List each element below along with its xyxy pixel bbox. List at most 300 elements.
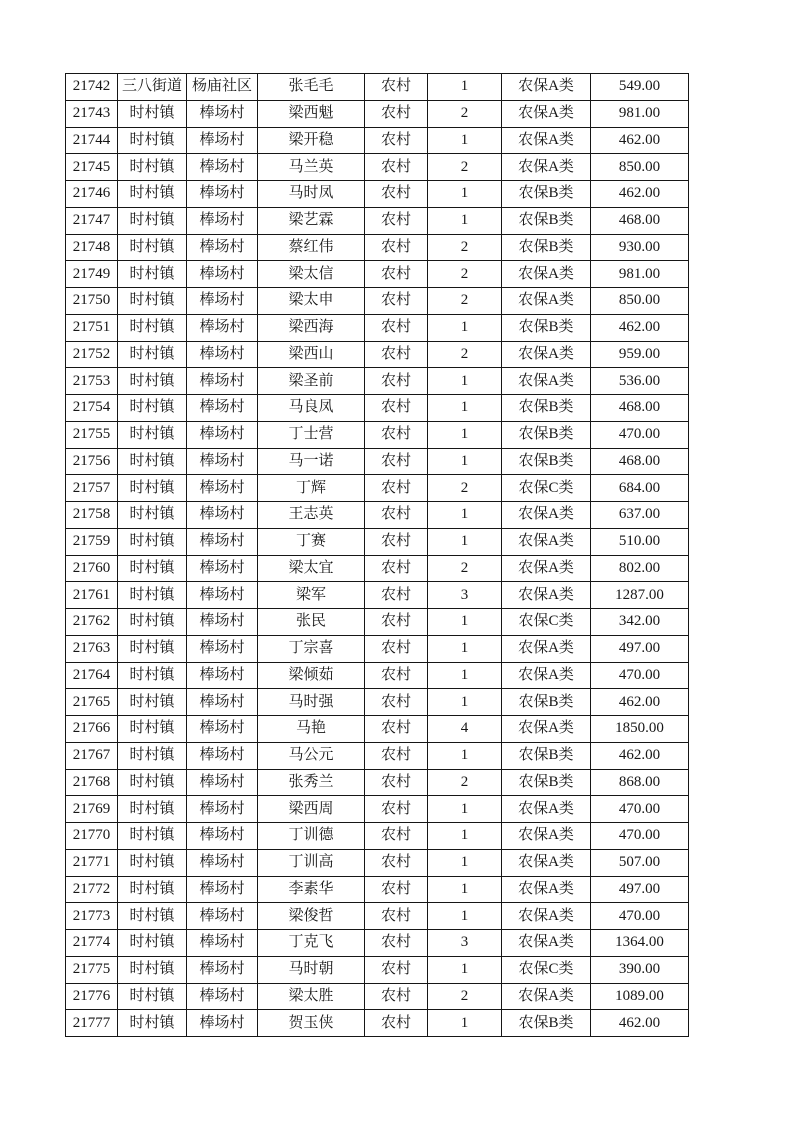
cell-person-name: 马公元 (258, 742, 365, 769)
cell-person-name: 丁辉 (258, 475, 365, 502)
cell-insurance-category: 农保B类 (502, 689, 591, 716)
cell-person-name: 梁太申 (258, 288, 365, 315)
cell-insurance-category: 农保A类 (502, 288, 591, 315)
cell-household-type: 农村 (365, 395, 428, 422)
cell-serial-number: 21774 (66, 930, 118, 957)
cell-insurance-category: 农保B类 (502, 448, 591, 475)
cell-amount: 536.00 (591, 368, 689, 395)
cell-person-name: 李素华 (258, 876, 365, 903)
table-row (66, 234, 689, 261)
cell-town: 时村镇 (118, 983, 187, 1010)
cell-serial-number: 21748 (66, 234, 118, 261)
cell-amount: 468.00 (591, 207, 689, 234)
cell-person-count: 1 (428, 421, 502, 448)
cell-amount: 684.00 (591, 475, 689, 502)
cell-town: 时村镇 (118, 635, 187, 662)
cell-household-type: 农村 (365, 876, 428, 903)
cell-village: 棒场村 (187, 689, 258, 716)
cell-insurance-category: 农保A类 (502, 368, 591, 395)
cell-amount: 930.00 (591, 234, 689, 261)
cell-amount: 390.00 (591, 956, 689, 983)
cell-insurance-category: 农保A类 (502, 983, 591, 1010)
cell-person-count: 3 (428, 582, 502, 609)
cell-person-count: 1 (428, 181, 502, 208)
cell-insurance-category: 农保A类 (502, 876, 591, 903)
cell-person-count: 2 (428, 288, 502, 315)
cell-person-name: 丁宗喜 (258, 635, 365, 662)
table-row (66, 341, 689, 368)
cell-household-type: 农村 (365, 930, 428, 957)
cell-insurance-category: 农保A类 (502, 823, 591, 850)
cell-serial-number: 21770 (66, 823, 118, 850)
cell-person-count: 1 (428, 314, 502, 341)
cell-serial-number: 21771 (66, 849, 118, 876)
cell-person-name: 马艳 (258, 716, 365, 743)
cell-serial-number: 21756 (66, 448, 118, 475)
cell-amount: 462.00 (591, 742, 689, 769)
cell-town: 时村镇 (118, 716, 187, 743)
cell-town: 时村镇 (118, 956, 187, 983)
table-row (66, 261, 689, 288)
cell-town: 时村镇 (118, 876, 187, 903)
cell-person-count: 1 (428, 796, 502, 823)
cell-village: 棒场村 (187, 582, 258, 609)
cell-insurance-category: 农保A类 (502, 261, 591, 288)
cell-town: 时村镇 (118, 502, 187, 529)
cell-serial-number: 21758 (66, 502, 118, 529)
table-row (66, 635, 689, 662)
cell-person-name: 梁军 (258, 582, 365, 609)
cell-village: 棒场村 (187, 421, 258, 448)
cell-person-count: 1 (428, 207, 502, 234)
cell-person-name: 马良凤 (258, 395, 365, 422)
cell-serial-number: 21755 (66, 421, 118, 448)
cell-town: 时村镇 (118, 341, 187, 368)
cell-person-count: 1 (428, 876, 502, 903)
cell-person-count: 2 (428, 261, 502, 288)
cell-village: 棒场村 (187, 100, 258, 127)
cell-town: 时村镇 (118, 421, 187, 448)
cell-serial-number: 21752 (66, 341, 118, 368)
table-row (66, 448, 689, 475)
cell-household-type: 农村 (365, 903, 428, 930)
cell-person-count: 2 (428, 234, 502, 261)
table-row (66, 796, 689, 823)
cell-amount: 510.00 (591, 528, 689, 555)
cell-household-type: 农村 (365, 314, 428, 341)
cell-insurance-category: 农保B类 (502, 314, 591, 341)
cell-person-name: 马时强 (258, 689, 365, 716)
cell-person-count: 1 (428, 74, 502, 101)
cell-village: 棒场村 (187, 154, 258, 181)
cell-amount: 462.00 (591, 1010, 689, 1037)
table-row (66, 582, 689, 609)
cell-amount: 549.00 (591, 74, 689, 101)
cell-insurance-category: 农保C类 (502, 956, 591, 983)
cell-amount: 470.00 (591, 903, 689, 930)
cell-serial-number: 21745 (66, 154, 118, 181)
table-row (66, 100, 689, 127)
cell-household-type: 农村 (365, 288, 428, 315)
cell-person-name: 丁克飞 (258, 930, 365, 957)
cell-household-type: 农村 (365, 582, 428, 609)
cell-person-name: 梁开稳 (258, 127, 365, 154)
cell-town: 时村镇 (118, 582, 187, 609)
cell-insurance-category: 农保A类 (502, 100, 591, 127)
cell-insurance-category: 农保A类 (502, 555, 591, 582)
cell-insurance-category: 农保C类 (502, 475, 591, 502)
cell-household-type: 农村 (365, 956, 428, 983)
cell-serial-number: 21768 (66, 769, 118, 796)
table-row (66, 127, 689, 154)
cell-insurance-category: 农保B类 (502, 207, 591, 234)
cell-town: 时村镇 (118, 823, 187, 850)
cell-person-name: 梁俊哲 (258, 903, 365, 930)
cell-insurance-category: 农保A类 (502, 528, 591, 555)
cell-household-type: 农村 (365, 368, 428, 395)
cell-household-type: 农村 (365, 983, 428, 1010)
cell-town: 时村镇 (118, 769, 187, 796)
cell-person-name: 丁赛 (258, 528, 365, 555)
cell-person-count: 1 (428, 823, 502, 850)
cell-insurance-category: 农保C类 (502, 609, 591, 636)
cell-town: 时村镇 (118, 288, 187, 315)
cell-person-count: 1 (428, 502, 502, 529)
cell-amount: 959.00 (591, 341, 689, 368)
cell-person-count: 1 (428, 609, 502, 636)
cell-amount: 1850.00 (591, 716, 689, 743)
cell-insurance-category: 农保B类 (502, 395, 591, 422)
cell-amount: 981.00 (591, 261, 689, 288)
cell-household-type: 农村 (365, 555, 428, 582)
cell-person-name: 梁西海 (258, 314, 365, 341)
cell-household-type: 农村 (365, 181, 428, 208)
cell-household-type: 农村 (365, 796, 428, 823)
cell-person-name: 梁太宜 (258, 555, 365, 582)
cell-person-name: 梁西周 (258, 796, 365, 823)
cell-person-name: 梁圣前 (258, 368, 365, 395)
cell-insurance-category: 农保A类 (502, 154, 591, 181)
cell-person-name: 梁太信 (258, 261, 365, 288)
cell-town: 时村镇 (118, 395, 187, 422)
cell-person-name: 梁太胜 (258, 983, 365, 1010)
cell-household-type: 农村 (365, 769, 428, 796)
cell-village: 棒场村 (187, 288, 258, 315)
cell-village: 棒场村 (187, 742, 258, 769)
cell-insurance-category: 农保A类 (502, 930, 591, 957)
cell-amount: 470.00 (591, 662, 689, 689)
cell-household-type: 农村 (365, 1010, 428, 1037)
cell-household-type: 农村 (365, 502, 428, 529)
cell-insurance-category: 农保A类 (502, 849, 591, 876)
cell-person-count: 1 (428, 849, 502, 876)
cell-serial-number: 21767 (66, 742, 118, 769)
table-row (66, 368, 689, 395)
cell-town: 时村镇 (118, 609, 187, 636)
table-row (66, 207, 689, 234)
cell-person-count: 1 (428, 956, 502, 983)
cell-town: 时村镇 (118, 100, 187, 127)
cell-town: 时村镇 (118, 234, 187, 261)
cell-village: 棒场村 (187, 983, 258, 1010)
cell-amount: 507.00 (591, 849, 689, 876)
cell-person-name: 梁倾茹 (258, 662, 365, 689)
cell-serial-number: 21753 (66, 368, 118, 395)
cell-person-name: 梁艺霖 (258, 207, 365, 234)
cell-person-count: 2 (428, 341, 502, 368)
cell-insurance-category: 农保A类 (502, 127, 591, 154)
cell-person-count: 1 (428, 742, 502, 769)
cell-village: 棒场村 (187, 956, 258, 983)
cell-village: 棒场村 (187, 502, 258, 529)
cell-town: 时村镇 (118, 528, 187, 555)
cell-village: 棒场村 (187, 903, 258, 930)
cell-amount: 468.00 (591, 448, 689, 475)
cell-village: 棒场村 (187, 395, 258, 422)
cell-serial-number: 21746 (66, 181, 118, 208)
cell-village: 棒场村 (187, 609, 258, 636)
table-row (66, 930, 689, 957)
cell-household-type: 农村 (365, 154, 428, 181)
cell-serial-number: 21765 (66, 689, 118, 716)
cell-amount: 468.00 (591, 395, 689, 422)
cell-village: 棒场村 (187, 448, 258, 475)
cell-town: 时村镇 (118, 742, 187, 769)
cell-person-count: 3 (428, 930, 502, 957)
cell-person-count: 1 (428, 689, 502, 716)
cell-person-name: 蔡红伟 (258, 234, 365, 261)
cell-serial-number: 21776 (66, 983, 118, 1010)
cell-person-count: 1 (428, 635, 502, 662)
cell-person-name: 马兰英 (258, 154, 365, 181)
cell-amount: 802.00 (591, 555, 689, 582)
cell-insurance-category: 农保A类 (502, 903, 591, 930)
cell-serial-number: 21750 (66, 288, 118, 315)
cell-serial-number: 21773 (66, 903, 118, 930)
cell-household-type: 农村 (365, 528, 428, 555)
cell-person-name: 张民 (258, 609, 365, 636)
table-row (66, 288, 689, 315)
cell-household-type: 农村 (365, 448, 428, 475)
cell-insurance-category: 农保B类 (502, 181, 591, 208)
cell-household-type: 农村 (365, 341, 428, 368)
cell-person-name: 丁训高 (258, 849, 365, 876)
cell-serial-number: 21769 (66, 796, 118, 823)
cell-town: 时村镇 (118, 796, 187, 823)
cell-household-type: 农村 (365, 207, 428, 234)
cell-serial-number: 21775 (66, 956, 118, 983)
table-row (66, 983, 689, 1010)
cell-insurance-category: 农保A类 (502, 341, 591, 368)
cell-insurance-category: 农保B类 (502, 421, 591, 448)
cell-serial-number: 21761 (66, 582, 118, 609)
cell-town: 时村镇 (118, 154, 187, 181)
cell-village: 棒场村 (187, 234, 258, 261)
cell-insurance-category: 农保B类 (502, 1010, 591, 1037)
table-row (66, 314, 689, 341)
cell-person-count: 2 (428, 475, 502, 502)
table-row (66, 903, 689, 930)
cell-serial-number: 21762 (66, 609, 118, 636)
cell-amount: 470.00 (591, 796, 689, 823)
table-row (66, 956, 689, 983)
cell-village: 棒场村 (187, 769, 258, 796)
cell-village: 棒场村 (187, 796, 258, 823)
table-row (66, 154, 689, 181)
cell-town: 时村镇 (118, 930, 187, 957)
cell-person-name: 王志英 (258, 502, 365, 529)
cell-serial-number: 21757 (66, 475, 118, 502)
cell-town: 时村镇 (118, 849, 187, 876)
table-row (66, 475, 689, 502)
cell-village: 棒场村 (187, 261, 258, 288)
cell-village: 杨庙社区 (187, 74, 258, 101)
cell-village: 棒场村 (187, 181, 258, 208)
cell-amount: 637.00 (591, 502, 689, 529)
cell-amount: 981.00 (591, 100, 689, 127)
cell-town: 时村镇 (118, 689, 187, 716)
cell-amount: 1364.00 (591, 930, 689, 957)
cell-household-type: 农村 (365, 742, 428, 769)
cell-village: 棒场村 (187, 528, 258, 555)
cell-insurance-category: 农保A类 (502, 796, 591, 823)
table-row (66, 689, 689, 716)
cell-household-type: 农村 (365, 662, 428, 689)
cell-household-type: 农村 (365, 261, 428, 288)
cell-insurance-category: 农保B类 (502, 769, 591, 796)
cell-household-type: 农村 (365, 635, 428, 662)
table-row (66, 555, 689, 582)
cell-amount: 1287.00 (591, 582, 689, 609)
cell-village: 棒场村 (187, 127, 258, 154)
cell-village: 棒场村 (187, 635, 258, 662)
cell-village: 棒场村 (187, 207, 258, 234)
cell-person-name: 马时凤 (258, 181, 365, 208)
table-row (66, 823, 689, 850)
cell-household-type: 农村 (365, 689, 428, 716)
cell-town: 时村镇 (118, 555, 187, 582)
cell-town: 时村镇 (118, 1010, 187, 1037)
cell-person-name: 梁西山 (258, 341, 365, 368)
table-row (66, 181, 689, 208)
cell-serial-number: 21772 (66, 876, 118, 903)
cell-person-count: 1 (428, 662, 502, 689)
cell-amount: 868.00 (591, 769, 689, 796)
cell-town: 时村镇 (118, 448, 187, 475)
cell-person-count: 2 (428, 100, 502, 127)
cell-person-count: 4 (428, 716, 502, 743)
cell-serial-number: 21764 (66, 662, 118, 689)
table-row (66, 849, 689, 876)
cell-town: 时村镇 (118, 181, 187, 208)
cell-village: 棒场村 (187, 876, 258, 903)
cell-amount: 850.00 (591, 288, 689, 315)
cell-insurance-category: 农保A类 (502, 662, 591, 689)
cell-village: 棒场村 (187, 314, 258, 341)
cell-household-type: 农村 (365, 234, 428, 261)
cell-insurance-category: 农保B类 (502, 234, 591, 261)
cell-town: 时村镇 (118, 368, 187, 395)
cell-amount: 462.00 (591, 314, 689, 341)
cell-person-count: 1 (428, 395, 502, 422)
cell-village: 棒场村 (187, 930, 258, 957)
cell-serial-number: 21749 (66, 261, 118, 288)
cell-town: 时村镇 (118, 662, 187, 689)
cell-amount: 1089.00 (591, 983, 689, 1010)
cell-serial-number: 21759 (66, 528, 118, 555)
cell-person-count: 1 (428, 1010, 502, 1037)
cell-town: 三八街道 (118, 74, 187, 101)
cell-serial-number: 21744 (66, 127, 118, 154)
cell-town: 时村镇 (118, 261, 187, 288)
cell-village: 棒场村 (187, 555, 258, 582)
cell-amount: 470.00 (591, 823, 689, 850)
cell-household-type: 农村 (365, 475, 428, 502)
cell-amount: 497.00 (591, 635, 689, 662)
cell-village: 棒场村 (187, 716, 258, 743)
cell-person-count: 2 (428, 983, 502, 1010)
cell-person-count: 1 (428, 448, 502, 475)
cell-person-count: 1 (428, 903, 502, 930)
cell-person-count: 1 (428, 368, 502, 395)
cell-town: 时村镇 (118, 207, 187, 234)
cell-village: 棒场村 (187, 475, 258, 502)
cell-person-name: 丁士营 (258, 421, 365, 448)
table-row (66, 1010, 689, 1037)
cell-serial-number: 21760 (66, 555, 118, 582)
cell-household-type: 农村 (365, 74, 428, 101)
cell-amount: 850.00 (591, 154, 689, 181)
table-row (66, 876, 689, 903)
table-row (66, 395, 689, 422)
cell-household-type: 农村 (365, 609, 428, 636)
cell-amount: 342.00 (591, 609, 689, 636)
cell-person-name: 马一诺 (258, 448, 365, 475)
table-body (66, 74, 689, 1037)
cell-person-count: 1 (428, 127, 502, 154)
cell-amount: 462.00 (591, 127, 689, 154)
table-row (66, 421, 689, 448)
cell-serial-number: 21766 (66, 716, 118, 743)
cell-insurance-category: 农保A类 (502, 635, 591, 662)
cell-household-type: 农村 (365, 716, 428, 743)
cell-town: 时村镇 (118, 127, 187, 154)
cell-person-name: 梁西魁 (258, 100, 365, 127)
table-row (66, 528, 689, 555)
cell-village: 棒场村 (187, 368, 258, 395)
cell-insurance-category: 农保A类 (502, 582, 591, 609)
cell-serial-number: 21743 (66, 100, 118, 127)
cell-person-name: 丁训德 (258, 823, 365, 850)
cell-town: 时村镇 (118, 903, 187, 930)
cell-village: 棒场村 (187, 341, 258, 368)
cell-household-type: 农村 (365, 421, 428, 448)
table-row (66, 74, 689, 101)
cell-serial-number: 21777 (66, 1010, 118, 1037)
cell-town: 时村镇 (118, 475, 187, 502)
cell-insurance-category: 农保A类 (502, 74, 591, 101)
cell-person-count: 2 (428, 769, 502, 796)
cell-insurance-category: 农保A类 (502, 716, 591, 743)
cell-insurance-category: 农保B类 (502, 742, 591, 769)
cell-village: 棒场村 (187, 823, 258, 850)
cell-amount: 462.00 (591, 689, 689, 716)
cell-town: 时村镇 (118, 314, 187, 341)
cell-amount: 497.00 (591, 876, 689, 903)
cell-insurance-category: 农保A类 (502, 502, 591, 529)
cell-person-count: 2 (428, 555, 502, 582)
table-row (66, 662, 689, 689)
